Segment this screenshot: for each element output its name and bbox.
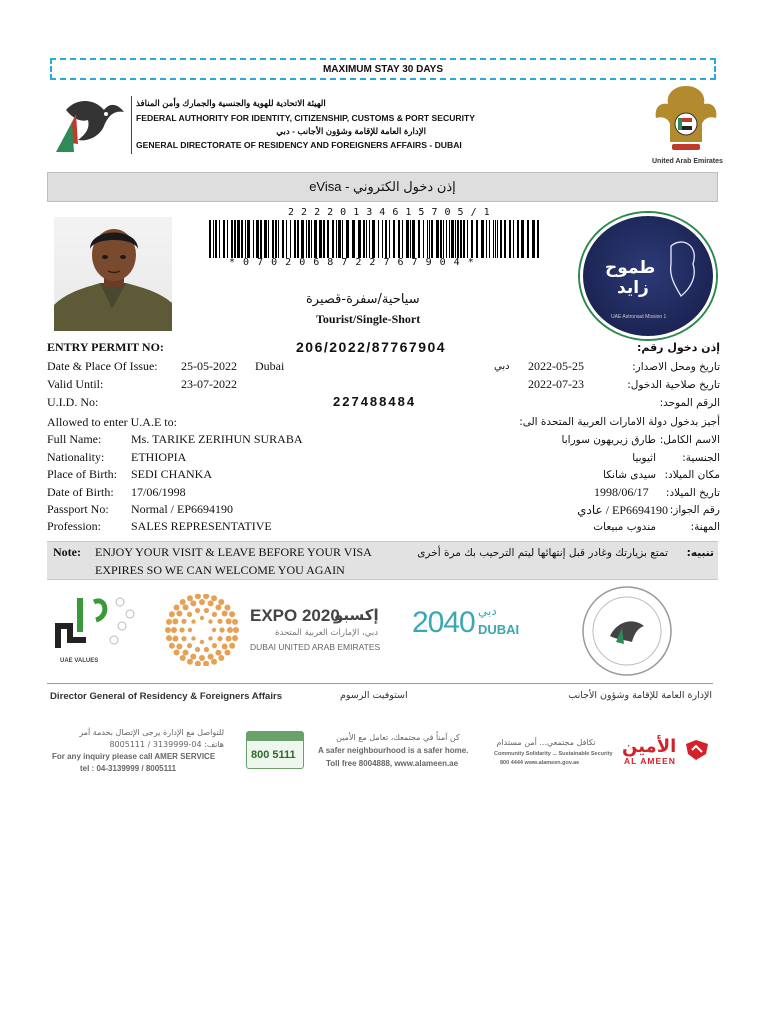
valid-until: 23-07-2022 [181,377,237,391]
expo-dot [224,650,230,656]
barcode-top-number: 2 2 2 2 0 1 3 4 6 1 5 7 0 5 / 1 [288,207,491,218]
issue-date-ar: 2022-05-25 [528,359,584,373]
barcode-bar [264,220,267,258]
expo-dot [232,619,238,625]
barcode-bar [517,220,519,258]
barcode-bar [385,220,387,258]
expo-dot [208,600,214,606]
expo-dot [183,604,189,610]
expo-dot [187,659,193,665]
fees-collected-ar: استوفيت الرسوم [340,690,408,701]
barcode-bar [471,220,473,258]
barcode-bar [495,220,496,258]
expo-dot [179,627,184,632]
directorate-title-ar: الإدارة العامة للإقامة وشؤون الأجانب [568,690,712,701]
expo-dot [183,650,189,656]
expo-dot [222,611,228,617]
barcode-bar [231,220,233,258]
expo-dot [199,599,205,605]
expo-dot [218,655,224,661]
name-label: Full Name: [47,432,102,446]
expo-dot [208,654,214,660]
barcode-bar [431,220,433,258]
expo-dot [208,619,212,623]
barcode-bar [449,220,450,258]
barcode-bar [332,220,334,258]
barcode-bar [509,220,511,258]
expo-dot [190,600,196,606]
barcode-bar [389,220,390,258]
nationality-ar: اثيوبيا [632,452,656,464]
evisa-title: eVisa - إذن دخول الكتروني [309,179,456,194]
community-contacts: 800 4444 www.alameen.gov.ae [500,760,580,766]
uae-values-caption: UAE VALUES [60,658,99,664]
barcode-bar [378,220,379,258]
barcode-bar [213,220,214,258]
expo-dot [203,594,209,599]
barcode-bar [256,220,259,258]
barcode-bar [393,220,395,258]
authority-name-ar: الهيئة الاتحادية للهوية والجنسية والجمارك وأمن المنافذ [136,98,326,108]
place-of-birth: SEDI CHANKA [131,467,212,481]
alameen-toll-free: Toll free 8004888, www.alameen.ae [326,759,459,768]
expo-dot [229,611,235,617]
barcode-bar [443,220,444,258]
expo-dot [181,636,186,641]
max-stay-text: MAXIMUM STAY 30 DAYS [322,64,444,75]
expo-dot [169,643,175,649]
expo-dot [181,619,186,624]
barcode-bar [352,220,355,258]
expo-dot [176,611,182,617]
visa-type-ar: سياحية/سفرة-قصيرة [306,292,420,307]
expo-name-ar: إكسبو [334,606,379,624]
valid-until-ar: 2022-07-23 [528,377,584,391]
expo-dot [180,599,186,605]
amer-service-badge-stripe [247,732,303,741]
expo-dot [212,643,217,648]
barcode-bar [219,220,220,258]
expo-subtitle-en: DUBAI UNITED ARAB EMIRATES [250,642,381,652]
barcode-bar [319,220,322,258]
barcode-bar [241,220,243,258]
profession-label: Profession: [47,519,101,533]
directorate-name-ar: الإدارة العامة للإقامة وشؤون الأجانب - دبي [276,126,426,136]
barcode-bar [436,220,439,258]
barcode-bar [314,220,317,258]
issue-label-ar: تاريخ ومحل الاصدار: [632,361,720,373]
profession-ar: مندوب مبيعات [593,521,656,533]
barcode-bottom-number: * 0 7 0 2 0 6 8 7 2 2 7 6 7 9 0 4 * [229,257,475,268]
barcode-bar [500,220,502,258]
uid-label-ar: الرقم الموحد: [659,397,720,409]
amer-service-number: 800 5111 [251,749,296,761]
expo-dot [174,650,180,656]
max-stay-banner [50,58,716,80]
uid-number: 227488484 [333,394,417,409]
expo-emblem [164,594,240,666]
uae-values-logo [50,592,142,658]
expo-dot [169,611,175,617]
expo-dot [211,659,217,665]
nationality: ETHIOPIA [131,450,187,464]
expo-dot [204,647,209,652]
barcode-bar [358,220,361,258]
barcode-bar [301,220,304,258]
barcode-bar [369,220,370,258]
pob-label: Place of Birth: [47,467,117,481]
expo-dot [215,604,221,610]
expo-dot [195,594,201,599]
expo-name-en: EXPO 2020 [250,606,340,625]
expo-dot [191,619,195,623]
barcode-bar [338,220,341,258]
barcode-bar [260,220,262,258]
expo-dot [180,655,186,661]
allowed-label-ar: أجيز بدخول دولة الامارات العربية المتحدة الى: [519,416,720,428]
note-line-2: EXPIRES SO WE CAN WELCOME YOU AGAIN [95,563,345,577]
expo-dot [212,612,217,617]
pob-label-ar: مكان الميلاد: [664,469,720,481]
barcode-bar [537,220,539,258]
barcode-bar [237,220,240,258]
dubai-2040-ar: دبي [478,604,497,618]
issue-place: Dubai [255,359,285,373]
dob-label-ar: تاريخ الميلاد: [665,487,720,499]
uae-emblem [652,82,720,156]
barcode-bar [429,220,430,258]
expo-dot [233,627,239,633]
expo-dot [212,628,216,632]
full-name: Ms. TARIKE ZERIHUN SURABA [131,432,303,446]
alameen-tagline-ar: كن آمناً في مجتمعك، تعامل مع الأمين [336,733,460,742]
passport-label-ar: رقم الجواز: [669,504,720,516]
community-tagline-ar: تكافل مجتمعي... أمن مستدام [496,738,596,747]
barcode [209,220,541,258]
passport-number: Normal / EP6694190 [131,502,233,516]
authority-name-en: FEDERAL AUTHORITY FOR IDENTITY, CITIZENSHIP, CUSTOMS & PORT SECURITY [136,113,476,123]
expo-dot [199,655,205,661]
expo-dot [195,661,201,666]
nationality-label: Nationality: [47,450,105,464]
expo-dot [172,636,178,642]
alameen-brand-ar: الأمين [622,736,677,757]
expo-dot [215,650,221,656]
full-name-ar: طارق زيريهون سورابا [561,434,656,446]
expo-dot [165,627,171,633]
holder-photo [54,217,172,331]
expo-dot [224,604,230,610]
expo-dot [211,595,217,601]
barcode-bar [294,220,296,258]
amer-contact-ar: للتواصل مع الإدارة يرجى الإتصال بخدمة آمر [79,728,224,737]
note-bar [47,541,718,580]
expo-dot [217,619,222,624]
barcode-bar [521,220,524,258]
barcode-bar [306,220,307,258]
badge-text-2: زايد [617,278,649,298]
barcode-bar [268,220,269,258]
barcode-bar [278,220,279,258]
expo-dot [200,616,204,620]
barcode-bar [481,220,484,258]
name-label-ar: الاسم الكامل: [659,434,720,446]
barcode-bar [346,220,349,258]
barcode-bar [440,220,442,258]
expo-dot [187,612,192,617]
barcode-bar [402,220,403,258]
place-of-birth-ar: سيدى شانكا [603,469,656,481]
directorate-seal [580,584,674,678]
barcode-bar [497,220,498,258]
barcode-bar [327,220,329,258]
amer-service-badge [246,731,304,769]
holder-photo-image [54,217,172,331]
directorate-name-en: GENERAL DIRECTORATE OF RESIDENCY AND FOREIGNERS AFFAIRS - DUBAI [136,140,462,150]
profession: SALES REPRESENTATIVE [131,519,272,533]
expo-dot [226,636,232,642]
uid-label: U.I.D. No: [47,395,99,409]
expo-dot [226,618,232,624]
barcode-bar [308,220,310,258]
expo-subtitle-ar: دبي، الإمارات العربية المتحدة [275,628,378,638]
barcode-bar [476,220,478,258]
barcode-bar [209,220,211,258]
expo-dot [166,635,172,641]
profession-label-ar: المهنة: [690,521,720,533]
issue-place-ar: دبي [494,361,510,372]
barcode-bar [253,220,254,258]
alameen-brand-en: AL AMEEN [624,756,676,766]
barcode-bar [336,220,337,258]
expo-dot [204,608,209,613]
expo-dot [195,608,200,613]
barcode-bar [223,220,225,258]
expo-dot [222,643,228,649]
barcode-bar [427,220,428,258]
barcode-bar [247,220,250,258]
alameen-tagline-en: A safer neighbourhood is a safer home. [318,746,469,755]
barcode-bar [297,220,299,258]
expo-dot [218,599,224,605]
community-tagline-en: Community Solidarity ... Sustainable Security [494,751,613,757]
evisa-title-bar [47,172,718,202]
barcode-bar [457,220,459,258]
barcode-bar [423,220,424,258]
expo-dot [174,604,180,610]
valid-label: Valid Until: [47,377,104,391]
badge-text-1: طموح [605,258,656,278]
amer-phone-ar: هاتف: 04-3139999 / 8005111 [109,740,224,749]
barcode-bar [455,220,456,258]
expo-dot [227,627,233,633]
expo-dot [229,643,235,649]
barcode-bar [446,220,447,258]
expo-dot [200,640,204,644]
badge-portrait-icon [661,236,701,306]
barcode-bar [286,220,287,258]
date-of-birth-ar: 1998/06/17 [594,485,649,499]
dob-label: Date of Birth: [47,485,114,499]
barcode-bar [493,220,494,258]
barcode-bar [467,220,468,258]
barcode-bar [418,220,420,258]
alameen-shield-icon [684,738,710,762]
expo-dot [219,627,224,632]
barcode-bar [463,220,465,258]
barcode-bar [363,220,365,258]
expo-dot [176,643,182,649]
barcode-bar [282,220,284,258]
note-label: Note: [53,545,81,559]
visa-type-en: Tourist/Single-Short [316,312,421,326]
signature-rule [47,683,713,684]
note-label-ar: تنبيه: [686,547,714,559]
barcode-bar [342,220,343,258]
note-text-ar: تمتع بزيارتك وغادر قبل إنتهائها ليتم الترحيب بك مرة أخرى [417,547,668,559]
valid-label-ar: تاريخ صلاحية الدخول: [627,379,720,391]
barcode-bar [290,220,291,258]
expo-dot [232,635,238,641]
barcode-bar [486,220,487,258]
barcode-bar [451,220,454,258]
expo-dot [187,643,192,648]
amer-contact-en: For any inquiry please call AMER SERVICE [52,752,216,761]
expo-dot [171,627,177,633]
barcode-bar [398,220,400,258]
expo-dot [188,628,192,632]
issue-date: 25-05-2022 [181,359,237,373]
expo-dot [187,595,193,601]
expo-dot [208,636,212,640]
entry-permit-number: 206/2022/87767904 [296,339,447,355]
barcode-bar [504,220,506,258]
expo-dot [166,619,172,625]
barcode-bar [215,220,217,258]
barcode-bar [489,220,490,258]
barcode-bar [460,220,462,258]
passport-number-ar: EP6694190 / عادي [577,503,668,517]
barcode-bar [366,220,367,258]
barcode-bar [372,220,375,258]
director-title-en: Director General of Residency & Foreigners Affairs [50,691,283,702]
barcode-bar [272,220,274,258]
expo-dot [191,636,195,640]
barcode-bar [513,220,514,258]
barcode-bar [245,220,246,258]
issue-label: Date & Place Of Issue: [47,359,158,373]
expo-dot [217,636,222,641]
barcode-bar [527,220,529,258]
barcode-bar [275,220,277,258]
astronaut-badge [580,213,716,339]
barcode-bar [323,220,325,258]
barcode-bar [532,220,535,258]
barcode-bar [410,220,411,258]
header-divider [131,96,132,154]
badge-caption: UAE Astronaut Mission 1 [611,314,667,320]
emblem-caption: United Arab Emirates [652,158,723,165]
expo-dot [195,647,200,652]
allowed-label: Allowed to enter U.A.E to: [47,415,177,429]
passport-label: Passport No: [47,502,109,516]
falcon-logo [52,92,130,156]
dubai-2040-en: DUBAI [478,622,520,637]
nationality-label-ar: الجنسية: [682,452,720,464]
expo-dot [190,654,196,660]
entry-permit-label: ENTRY PERMIT NO: [47,340,164,354]
barcode-bar [311,220,312,258]
barcode-bar [382,220,383,258]
amer-tel: tel : 04-3139999 / 8005111 [80,764,177,773]
barcode-bar [234,220,236,258]
dubai-2040-year: 2040 [412,606,475,639]
expo-dot [203,661,209,666]
entry-permit-label-ar: إذن دخول رقم: [636,341,720,354]
note-line-1: ENJOY YOUR VISIT & LEAVE BEFORE YOUR VISA [95,545,372,559]
barcode-bar [406,220,409,258]
expo-dot [172,618,178,624]
barcode-bar [412,220,415,258]
date-of-birth: 17/06/1998 [131,485,186,499]
barcode-bar [227,220,228,258]
